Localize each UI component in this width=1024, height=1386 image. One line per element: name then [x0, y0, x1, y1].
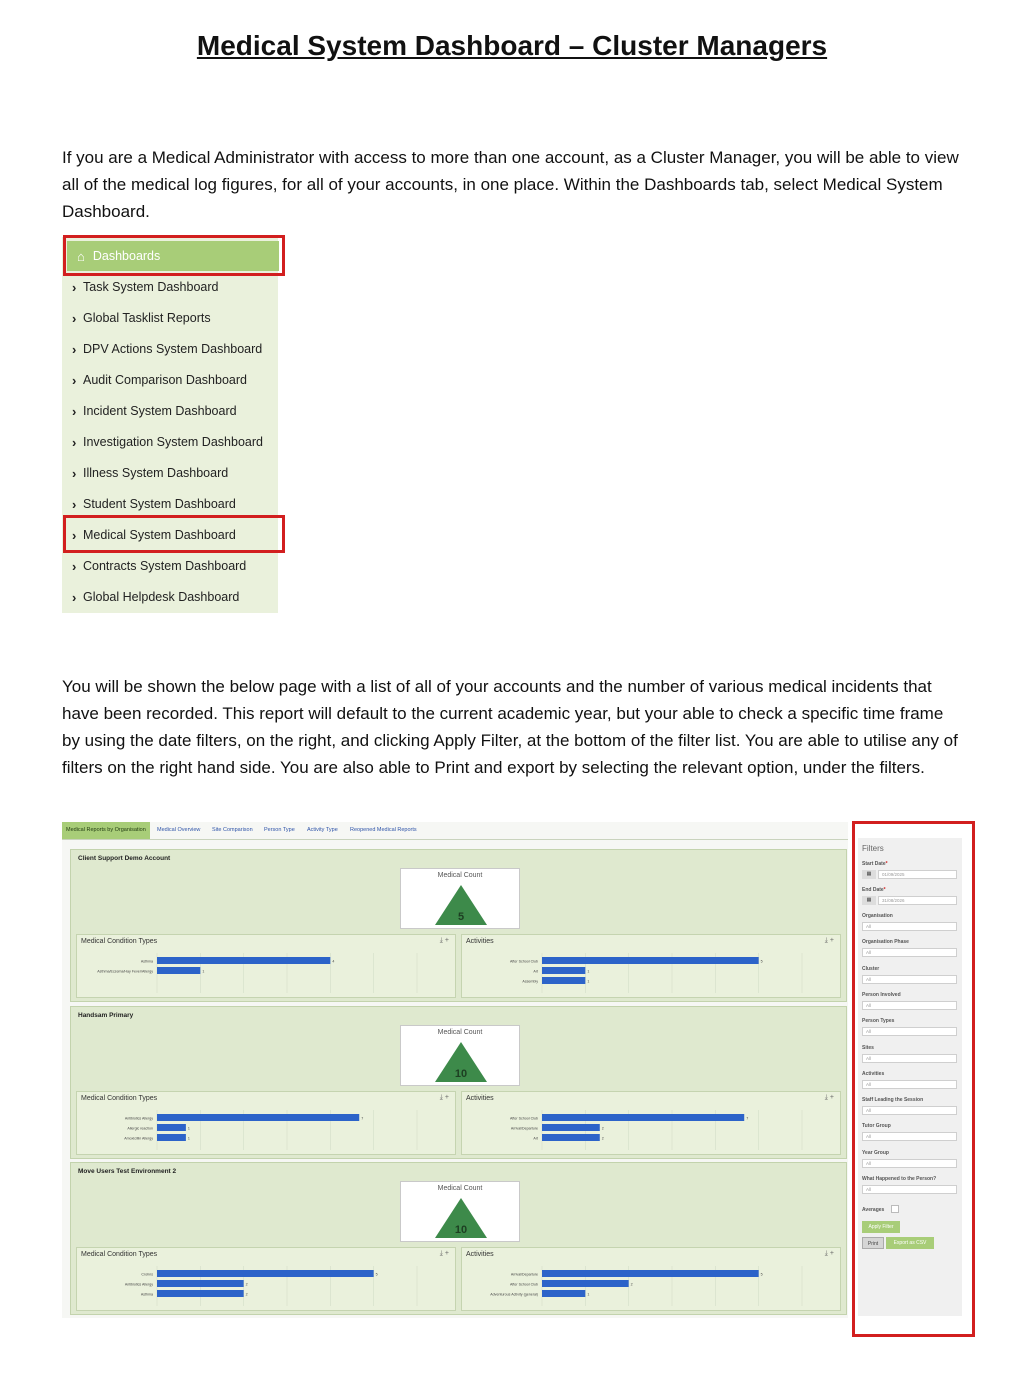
filter-label-text: Sites [862, 1044, 874, 1051]
download-icon[interactable]: ⤓ [824, 937, 830, 944]
expand-icon[interactable]: + [444, 937, 451, 944]
bar-label: Art [533, 1136, 538, 1141]
bar [542, 1290, 585, 1297]
activities-chart-panel [461, 934, 841, 998]
menu-item[interactable] [62, 458, 278, 488]
bar-value: 2 [245, 1282, 248, 1287]
bar-label: Asthma [140, 959, 153, 964]
activities-chart-panel [461, 1091, 841, 1155]
bar [157, 1270, 374, 1277]
medical-count-label: Medical Count [437, 1185, 483, 1192]
bar-chart [462, 1262, 838, 1308]
filter-label-text: Tutor Group [862, 1123, 891, 1130]
bar [542, 1114, 744, 1121]
chart-tools [440, 1250, 451, 1258]
averages-label: Averages [862, 1207, 885, 1213]
chart-title: Medical Condition Types [81, 938, 158, 945]
menu-item-label: Medical System Dashboard [83, 528, 236, 542]
bar [157, 1290, 244, 1297]
bar-chart [462, 1106, 838, 1152]
bar-chart [77, 949, 453, 995]
bar [542, 1280, 629, 1287]
filter-select[interactable]: All [862, 1080, 957, 1089]
bar-label: Asthma [140, 1292, 153, 1297]
chevron-right-icon: › [72, 310, 77, 326]
bar-value: 5 [760, 1272, 763, 1277]
body-paragraph: You will be shown the below page with a list of all of your accounts and the number of various medical incidents that have been recorded. This report will default to the current academic year, but your able to check a specific time frame by using the date filters, on the right, and clicking Apply Filter, at the bottom of the filter list. You are able to utilise any of filters on the right hand side. You are also able to Print and export by selecting the relevant option, under the filters. [62, 677, 958, 777]
filter-select[interactable]: All [862, 1132, 957, 1141]
filters-title: Filters [862, 844, 884, 853]
menu-item[interactable] [62, 334, 278, 364]
highlight-box-dashboards [63, 235, 285, 276]
medical-count-card [400, 868, 520, 929]
chart-tools [440, 1094, 451, 1102]
menu-item[interactable] [62, 365, 278, 395]
chevron-right-icon: › [72, 372, 77, 388]
conditions-chart-panel [76, 934, 456, 998]
bar [542, 1270, 759, 1277]
account-section [70, 1162, 847, 1315]
filter-label-text: Cluster [862, 965, 880, 972]
menu-item[interactable] [62, 396, 278, 426]
bar-value: 7 [361, 1116, 364, 1121]
tab-3[interactable]: Person Type [264, 827, 295, 833]
bar-label: After School Club [510, 1282, 538, 1287]
filter-label-text: End Date [862, 887, 884, 893]
filter-label-text: Activities [862, 1070, 885, 1077]
medical-dashboard [62, 822, 848, 1318]
expand-icon[interactable]: + [829, 937, 836, 944]
expand-icon[interactable]: + [829, 1250, 836, 1257]
bar [157, 1280, 244, 1287]
filter-select[interactable]: All [862, 922, 957, 931]
highlight-box-filters [852, 821, 975, 1337]
bar-value: 1 [187, 1126, 190, 1131]
account-section [70, 1006, 847, 1159]
chevron-right-icon: › [72, 434, 77, 450]
chart-tools [825, 1094, 836, 1102]
chart-title: Medical Condition Types [81, 1095, 158, 1102]
medical-count-triangle [433, 1040, 489, 1084]
download-icon[interactable]: ⤓ [824, 1250, 830, 1257]
bar-label: After School Club [510, 1116, 538, 1121]
filter-label-text: Organisation Phase [862, 939, 909, 946]
download-icon[interactable]: ⤓ [439, 1250, 445, 1257]
medical-count-value: 10 [454, 1224, 468, 1236]
calendar-icon[interactable]: ▦ [862, 870, 876, 879]
medical-count-card [400, 1181, 520, 1242]
account-section [70, 849, 847, 1002]
menu-item-label: Contracts System Dashboard [83, 559, 247, 573]
account-name: Move Users Test Environment 2 [78, 1168, 177, 1175]
menu-item-label: Student System Dashboard [83, 497, 236, 511]
menu-item[interactable] [62, 427, 278, 457]
account-name: Handsam Primary [78, 1012, 134, 1019]
medical-count-triangle [433, 883, 489, 927]
chevron-right-icon: › [72, 558, 77, 574]
export-csv-button[interactable]: Export as CSV [886, 1237, 934, 1249]
chevron-right-icon: › [72, 465, 77, 481]
bar-value: 2 [245, 1292, 248, 1297]
bar-value: 1 [587, 969, 590, 974]
chart-tools [825, 1250, 836, 1258]
filter-label-text: What Happened to the Person? [862, 1176, 937, 1182]
bar-label: Assembly [522, 979, 538, 984]
download-icon[interactable]: ⤓ [439, 937, 445, 944]
chart-title: Activities [466, 938, 494, 945]
bar-value: 2 [601, 1126, 604, 1131]
intro-paragraph: If you are a Medical Administrator with access to more than one account, as a Cluster Manager, you will be able to view all of the medical log figures, for all of your accounts, in one place. Within the Dashboards tab, select Medical System Dashboard. [62, 148, 959, 221]
chevron-right-icon: › [72, 341, 77, 357]
bar [542, 1134, 600, 1141]
bar-value: 2 [601, 1136, 604, 1141]
bar [157, 957, 330, 964]
filter-select[interactable]: All [862, 1159, 957, 1168]
home-icon: ⌂ [77, 248, 85, 264]
bar-value: 2 [630, 1282, 633, 1287]
bar [542, 957, 759, 964]
bar-value: 1 [202, 969, 205, 974]
bar [157, 1124, 186, 1131]
required-mark: * [885, 861, 888, 867]
bar [157, 1114, 359, 1121]
filter-select[interactable]: All [862, 975, 957, 984]
required-mark: * [883, 887, 886, 893]
filter-label-text: Person Involved [862, 991, 901, 998]
filter-select[interactable]: All [862, 1054, 957, 1063]
chevron-right-icon: › [72, 403, 77, 419]
filter-select[interactable]: All [862, 1106, 957, 1115]
activities-chart-panel [461, 1247, 841, 1311]
tab-2[interactable]: Site Comparison [212, 827, 253, 833]
menu-item-label: Investigation System Dashboard [83, 435, 263, 449]
bar-label: Allergic reaction [127, 1126, 153, 1131]
conditions-chart-panel [76, 1091, 456, 1155]
menu-item-label: Task System Dashboard [83, 280, 219, 294]
bar-value: 5 [375, 1272, 378, 1277]
medical-count-triangle [433, 1196, 489, 1240]
bar-label: Arrival/Departure [510, 1126, 538, 1131]
highlight-box-medical [63, 515, 285, 553]
medical-count-value: 5 [457, 911, 465, 923]
bar-value: 7 [746, 1116, 749, 1121]
filter-select[interactable]: All [862, 1001, 957, 1010]
filter-label-text: Person Types [862, 1018, 895, 1025]
expand-icon[interactable]: + [829, 1094, 836, 1101]
menu-item-label: Audit Comparison Dashboard [83, 373, 247, 387]
bar [157, 1134, 186, 1141]
conditions-chart-panel [76, 1247, 456, 1311]
download-icon[interactable]: ⤓ [439, 1094, 445, 1101]
menu-item-label: Incident System Dashboard [83, 404, 237, 418]
bar-value: 1 [587, 1292, 590, 1297]
chart-title: Activities [466, 1095, 494, 1102]
apply-filter-button[interactable]: Apply Filter [862, 1221, 900, 1233]
chart-tools [825, 937, 836, 945]
bar-value: 4 [332, 959, 335, 964]
tab-4[interactable]: Activity Type [307, 827, 338, 833]
filter-label-text: Year Group [862, 1149, 889, 1156]
bar-value: 1 [187, 1136, 190, 1141]
bar [157, 967, 200, 974]
menu-item-label: Illness System Dashboard [83, 466, 229, 480]
bar [542, 977, 585, 984]
print-button[interactable]: Print [862, 1237, 884, 1249]
menu-item-label: Global Tasklist Reports [83, 311, 211, 325]
bar-value: 1 [587, 979, 590, 984]
chevron-right-icon: › [72, 589, 77, 605]
medical-count-label: Medical Count [437, 1029, 483, 1036]
filter-select[interactable]: All [862, 948, 957, 957]
bar [542, 967, 585, 974]
bar-label: Art [533, 969, 538, 974]
bar-label: After School Club [510, 959, 538, 964]
filter-label-text: Staff Leading the Session [862, 1097, 924, 1104]
chevron-right-icon: › [72, 279, 77, 295]
menu-item[interactable] [62, 303, 278, 333]
bar-value: 5 [760, 959, 763, 964]
bar-label: Antibiotics Allergy [124, 1282, 153, 1287]
calendar-icon[interactable]: ▦ [862, 896, 876, 905]
page-title: Medical System Dashboard – Cluster Managers [196, 30, 828, 61]
medical-count-value: 10 [454, 1068, 468, 1080]
dashboard-tabs [62, 822, 848, 840]
filter-select[interactable]: All [862, 1027, 957, 1036]
expand-icon[interactable]: + [444, 1250, 451, 1257]
chart-title: Activities [466, 1251, 494, 1258]
tab-1[interactable]: Medical Overview [157, 827, 201, 833]
menu-item-label: DPV Actions System Dashboard [83, 342, 263, 356]
menu-item[interactable] [62, 272, 278, 302]
menu-item[interactable] [62, 582, 278, 612]
chart-tools [440, 937, 451, 945]
chart-title: Medical Condition Types [81, 1251, 158, 1258]
menu-item-label: Global Helpdesk Dashboard [83, 590, 240, 604]
chevron-right-icon: › [72, 527, 77, 543]
account-name: Client Support Demo Account [78, 855, 171, 862]
filter-select[interactable]: All [862, 1185, 957, 1194]
menu-header-label: Dashboards [92, 249, 161, 263]
bar-label: Asthma/Eczema/Hay Fever/Allergy [97, 969, 153, 974]
filter-label-text: Organisation [862, 913, 893, 919]
tab-5[interactable]: Reopened Medical Reports [350, 827, 417, 833]
download-icon[interactable]: ⤓ [824, 1094, 830, 1101]
bar-chart [77, 1262, 453, 1308]
menu-item[interactable] [62, 551, 278, 581]
bar-label: Adventurous Activity (general) [490, 1292, 538, 1297]
end-date-input[interactable]: 31/08/2026 [878, 896, 957, 905]
bar-chart [77, 1106, 453, 1152]
chevron-right-icon: › [72, 496, 77, 512]
start-date-input[interactable]: 01/09/2025 [878, 870, 957, 879]
medical-count-label: Medical Count [437, 872, 483, 879]
tab-0[interactable]: Medical Reports by Organisation [62, 822, 150, 839]
filter-label-text: Start Date [862, 861, 886, 867]
medical-count-card [400, 1025, 520, 1086]
bar-label: Crohns [141, 1272, 153, 1277]
dashboards-menu [62, 237, 278, 613]
bar-label: Amoxicillin Allergy [124, 1136, 153, 1141]
expand-icon[interactable]: + [444, 1094, 451, 1101]
bar-chart [462, 949, 838, 995]
bar-label: Antibiotics Allergy [124, 1116, 153, 1121]
bar-label: Arrival/Departure [510, 1272, 538, 1277]
bar [542, 1124, 600, 1131]
